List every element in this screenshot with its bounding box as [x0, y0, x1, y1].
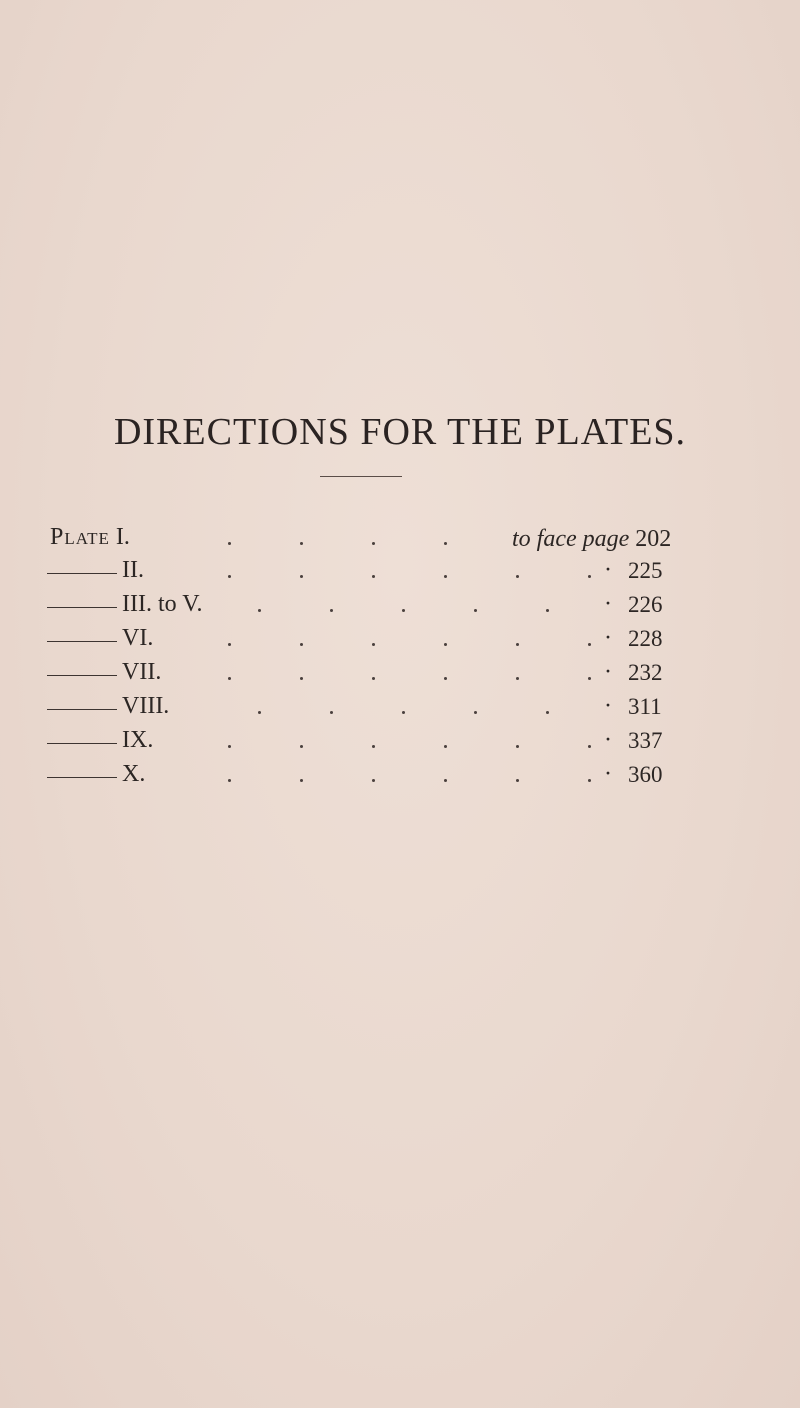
- plate-row-2: [0, 555, 800, 589]
- plate-label: [50, 524, 130, 551]
- page-number: 225: [628, 558, 663, 583]
- plate-numeral: X.: [122, 761, 146, 787]
- plate-row-3: [0, 589, 800, 623]
- ditto-dash: [47, 709, 117, 710]
- leader-dot: ·: [604, 693, 612, 719]
- ditto-dash: [47, 743, 117, 744]
- ditto-dash: [47, 573, 117, 574]
- plate-row-7: [0, 725, 800, 759]
- page-number: 226: [628, 592, 663, 617]
- leader-dot: ·: [604, 727, 612, 753]
- page-number: 228: [628, 626, 663, 651]
- plate-numeral: I.: [115, 524, 130, 550]
- leader-dot: ·: [604, 557, 612, 583]
- ditto-dash: [47, 675, 117, 676]
- leader-dot: ·: [604, 625, 612, 651]
- face-page-text: to face page: [512, 526, 630, 552]
- plate-row-8: [0, 759, 800, 793]
- plate-row-6: [0, 691, 800, 725]
- page-title: DIRECTIONS FOR THE PLATES.: [113, 411, 687, 453]
- plate-numeral: III. to V.: [122, 591, 203, 617]
- ditto-dash: [47, 607, 117, 608]
- leader-dot: ·: [604, 591, 612, 617]
- plate-word: Plate: [50, 524, 110, 550]
- plate-numeral: VIII.: [122, 693, 170, 719]
- page-number: 232: [628, 660, 663, 685]
- page-number: 337: [628, 728, 663, 753]
- title-rule: [320, 476, 402, 477]
- page-number: 202: [635, 526, 672, 552]
- page-number: 311: [628, 694, 662, 719]
- leader-dot: ·: [604, 761, 612, 787]
- plate-numeral: II.: [122, 557, 144, 583]
- page-number: 360: [628, 762, 663, 787]
- leader-dot: ·: [604, 659, 612, 685]
- plate-row-4: [0, 623, 800, 657]
- plate-numeral: IX.: [122, 727, 154, 753]
- ditto-dash: [47, 641, 117, 642]
- ditto-dash: [47, 777, 117, 778]
- face-page-ref: [512, 526, 671, 553]
- plate-row-1: [0, 522, 800, 556]
- plate-numeral: VII.: [122, 659, 162, 685]
- plate-row-5: [0, 657, 800, 691]
- plate-numeral: VI.: [122, 625, 154, 651]
